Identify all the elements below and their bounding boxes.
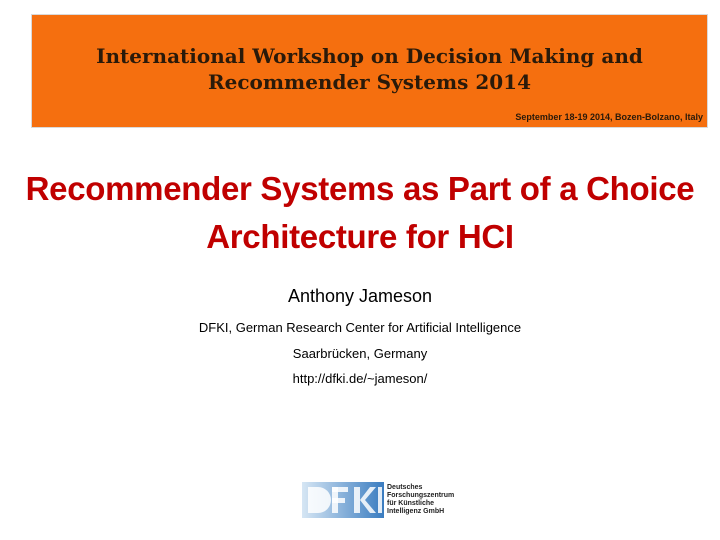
dfki-logo [302,482,462,518]
slide-title-line-1: Recommender Systems as Part of a Choice [25,170,695,207]
author-url[interactable]: http://dfki.de/~jameson/ [292,371,428,386]
workshop-banner [31,14,708,128]
banner-title-line-2: Recommender Systems 2014 [208,70,531,94]
banner-title [32,43,707,95]
logo-text-line-4: Intelligenz GmbH [387,508,445,515]
author-name: Anthony Jameson [287,286,433,306]
dfki-logo-icon [302,482,384,518]
logo-text-line-2: Forschungszentrum [387,492,455,499]
banner-date-place: September 18-19 2014, Bozen-Bolzano, Italy [515,112,703,122]
author-location: Saarbrücken, Germany [292,346,428,361]
author-affiliation: DFKI, German Research Center for Artificial Intelligence [198,320,522,335]
slide-title-line-2: Architecture for HCI [206,218,514,255]
logo-text-line-3: für Künstliche [387,500,435,507]
banner-title-line-1: International Workshop on Decision Making and [96,44,643,68]
logo-text-line-1: Deutsches [387,484,423,491]
dfki-logo-text [387,484,454,516]
slide-title [0,165,720,261]
